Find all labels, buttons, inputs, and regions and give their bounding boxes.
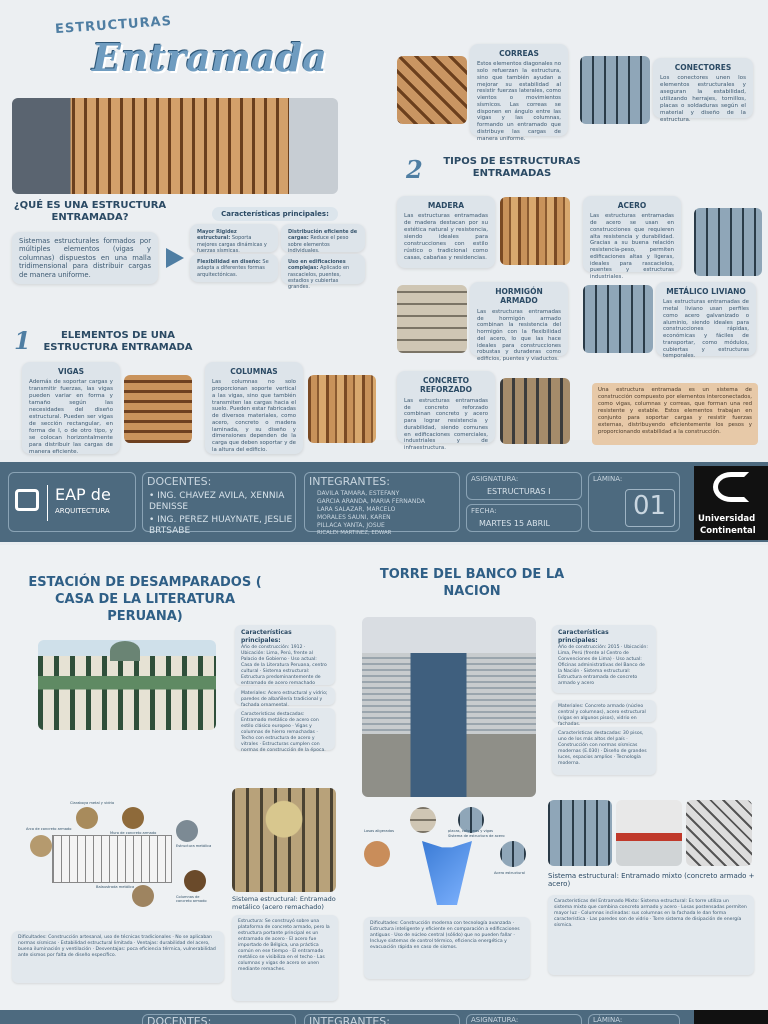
torre-materials-card: [552, 700, 656, 727]
lamina-value: 01: [633, 491, 667, 521]
characteristic-card-3: [190, 254, 278, 282]
label-arco: Arco de concreto armado: [26, 827, 72, 831]
estacion-materials-text: Materiales: Acero estructural y vidrio; paredes de albañilería tradicional y fachada ornamental.: [241, 691, 328, 708]
char2-bold: Distribución eficiente de cargas:: [288, 229, 358, 242]
torre-title: TORRE DEL BANCO DE LA NACION: [379, 567, 565, 599]
docente-2: • ING. PEREZ HUAYNATE, JESLIE BRTSABE: [149, 515, 293, 536]
vigas-image: [124, 375, 192, 443]
docentes-label: DOCENTES:: [147, 475, 212, 488]
label-balaustrada: Balaustrada metálica: [96, 885, 135, 889]
estacion-difficulties-card: [12, 931, 224, 983]
char3-bold: Flexibilidad en diseño:: [197, 259, 261, 265]
label-claraboya: Claraboya metal y vidrio: [70, 801, 115, 805]
asignatura-box: [466, 472, 582, 500]
footer2-asignatura-box: [466, 1014, 582, 1024]
columnas-text: Las columnas no solo proporcionan soporte vertical a las vigas, sino que también transmiten las cargas hacia el suelo. Pueden estar fabricadas de diversos materiales, como acero, concreto o madera laminada, y su diseño y dimensiones dependen de la carga que deben soportar y de la altura del edificio.: [212, 379, 296, 453]
footer2-integrantes-box: [304, 1014, 460, 1024]
diagram-thumb-6: [132, 885, 154, 907]
estacion-features-card: [235, 708, 335, 753]
section-2-title: TIPOS DE ESTRUCTURAS ENTRAMADAS: [443, 156, 581, 179]
integrante-2: GARCIA ARANDA, MARIA FERNANDA: [317, 498, 425, 505]
acero-text: Las estructuras entramadas de acero se usan en construcciones que requieren alta resistencia y durabilidad. Gracias a su buena relación resistencia-peso, permiten edificaciones altas y ligeras, ideales para rascacielos, puentes y estructuras industriales.: [590, 213, 674, 281]
char3-text: Se adapta a diferentes formas arquitectónicas.: [197, 259, 269, 278]
eap-logo-box: [8, 472, 136, 532]
diagram-thumb-5: [184, 870, 206, 892]
columnas-image: [308, 375, 376, 443]
torre-interior-image-2: [616, 800, 682, 866]
columnas-title: COLUMNAS: [230, 367, 278, 376]
asignatura-label: ASIGNATURA:: [471, 475, 519, 483]
torre-diagram-shape: [422, 841, 472, 905]
torre-char-title: Características principales:: [558, 629, 609, 644]
estacion-difficulties-text: Dificultades: Construcción artesanal, uso de técnicas tradicionales · No se aplicaban normas sísmicas · Estabilidad estructural limitada · Ventajas: durabilidad del acero, buena iluminación y ventilación · Desventajas: poca eficiencia térmica, vulnerabilidad ante sismos por falta de diseño específico.: [18, 935, 216, 958]
madera-title: MADERA: [427, 201, 465, 210]
section-1-number: 1: [14, 326, 31, 355]
asignatura-value: ESTRUCTURAS I: [487, 487, 551, 496]
estacion-interior-image: [232, 788, 336, 892]
integrante-1: DAVILA TAMARA, ESTEFANY: [317, 490, 400, 497]
torre-features-text: Características destacadas: 30 pisos, uno de los más altos del país · Construcción con normas sísmicas modernas (E.030) · Diseño de grandes luces, espacios amplios · Tecnología moderna.: [558, 731, 647, 766]
madera-text: Las estructuras entramadas de madera destacan por su estética natural y resistencia, siendo ideales para construcciones con estilo rústico o tradicional como casas, cabañas y residencias.: [404, 213, 488, 262]
footer2-university-logo: [694, 1010, 768, 1024]
definition-text: Sistemas estructurales formados por múltiples elementos (vigas y columnas) dispuestos en una malla tridimensional para distribuir cargas de manera uniforme.: [19, 237, 151, 279]
docentes-box: [142, 472, 296, 536]
correas-title: CORREAS: [499, 49, 539, 58]
docente-1: • ING. CHAVEZ AVILA, XENNIA DENISSE: [149, 491, 285, 512]
footer2-lamina-box: [588, 1014, 680, 1024]
estacion-struct-text: Estructura: Se construyó sobre una plataforma de concreto armado, pero la estructura portante principal es un entramado de acero · El acero fue importado de Bélgica, una práctica común en ese tiempo · El entramado metálico se visibiliza en el techo · Las columnas y vigas de acero se unen mediante remaches.: [238, 919, 330, 972]
integrantes-box: [304, 472, 460, 536]
estacion-char-title: Características principales:: [241, 629, 292, 644]
eap-divider: [47, 485, 48, 521]
hormigon-title: HORMIGÓN ARMADO: [495, 287, 543, 306]
footer2-integrantes-label: INTEGRANTES:: [309, 1015, 390, 1024]
correas-image: [397, 56, 467, 124]
lamina-label: LÁMINA:: [593, 475, 623, 483]
estacion-features-text: Características destacadas: Entramado metálico de acero con estilo clásico europeo · Vigas y columnas de hierro remachadas · Techo con estructura de acero y vitrales · Estructuras cumplen con normas de construcción de la época.: [241, 712, 326, 753]
diagram-thumb-4: [30, 835, 52, 857]
label-muro: Muro de concreto armado: [110, 831, 157, 835]
characteristic-card-1: [190, 224, 278, 252]
university-name-2: Continental: [700, 526, 756, 536]
eap-logo-icon: [15, 489, 39, 511]
concreto-text: Las estructuras entramadas de concreto reforzado combinan concreto y acero para lograr resistencia y durabilidad, siendo comunes en edificaciones comerciales, industriales y de infraestructura.: [404, 397, 488, 451]
torre-thumb-1: [410, 807, 436, 833]
label-estructura: Estructura metálica: [176, 844, 212, 848]
metalico-image: [583, 285, 653, 353]
madera-image: [500, 197, 570, 265]
summary-text: Una estructura entramada es un sistema de construcción compuesto por elementos interconectados, como vigas, columnas y correas, que forman una red resistente y estable. Estos elementos trabajan en conjunto para soportar cargas y resistir fuerzas externas, distribuyendo eficientemente los pesos y proporcionando estabilidad a la construcción.: [598, 387, 752, 436]
torre-difficulties-text: Dificultades: Construcción moderna con tecnología avanzada · Estructura inteligente y eficiente en comparación a edificaciones antiguas · Uso de núcleo central (sólido) que no pueden fallar · Incluye sistemas de control térmico, eficiencia energética y evacuación rápida en caso de sismos.: [370, 921, 520, 950]
torre-thumb-4: [500, 841, 526, 867]
metalico-title: METÁLICO LIVIANO: [666, 287, 746, 296]
footer-2: [0, 1010, 768, 1024]
section-1-title: ELEMENTOS DE UNA ESTRUCTURA ENTRAMADA: [43, 330, 193, 353]
conectores-image: [580, 56, 650, 124]
integrantes-label: INTEGRANTES:: [309, 475, 390, 488]
title-big: Entramada: [92, 35, 327, 80]
section-2-number: 2: [406, 155, 423, 184]
torre-char-text: Año de construcción: 2015 · Ubicación: Lima, Perú (frente al Centro de Convenciones de Lima) · Uso actual: Oficinas administrativas del Banco de la Nación · Sistema estructural: Estructura entramada de concreto armado y acero: [558, 644, 648, 686]
torre-difficulties-card: [364, 917, 530, 979]
label-placas: placas, columnas y vigas: [448, 829, 494, 833]
title-small: ESTRUCTURAS: [54, 13, 173, 38]
torre-thumb-3: [364, 841, 390, 867]
torre-struct-card: [548, 895, 754, 975]
char1-text: Soporta mejores cargas dinámicas y fuerzas sísmicas.: [197, 235, 267, 254]
madera-card: [397, 196, 495, 268]
vigas-text: Además de soportar cargas y transmitir fuerzas, las vigas pueden variar en forma y tamaño según las necesidades del diseño estructural. Pueden ser vigas de sección rectangular, en forma de I, o de otro tipo, y se colocan horizontalmente para distribuir las cargas de manera eficiente.: [29, 379, 113, 456]
estacion-dome: [110, 641, 140, 661]
acero-card: [583, 196, 681, 281]
estacion-char-text: Año de construcción: 1912 · Ubicación: Lima, Perú, frente al Palacio de Gobierno · Uso actual: Casa de la Literatura Peruana, centro cultural · Sistema estructural: Estructura predominantemente de entramado de acero remachado: [241, 644, 327, 686]
label-sistema: Sistema de estructura de acero: [448, 834, 505, 838]
footer2-lamina-label: LÁMINA:: [593, 1016, 623, 1024]
concreto-image: [500, 378, 570, 444]
torre-char-card: [552, 625, 656, 693]
torre-struct-text: Características del Entramado Mixto: Sistema estructural: Es torre utiliza un sistema mixto que combina concreto armado y acero · Losas postensadas permiten mayor luz · Columnas inclinadas: sus columnas en la fachada le dan forma característica · Las paredes son de vidrio · Torre sistema de disipación de energía sísmica.: [554, 899, 747, 928]
correas-card: [470, 44, 568, 142]
acero-image: [694, 208, 762, 276]
torre-building-image: [362, 617, 536, 797]
diagram-thumb-1: [76, 807, 98, 829]
correas-text: Estos elementos diagonales no solo refuerzan la estructura, sino que también ayudan a mejorar su estabilidad al resistir fuerzas laterales, como vientos o movimientos sísmicos. Las correas se disponen en ángulo entre las vigas y las columnas, formando un entramado que distribuye las cargas de manera uniforme.: [477, 61, 561, 142]
vigas-title: VIGAS: [58, 367, 84, 376]
diagram-thumb-2: [122, 807, 144, 829]
continental-logo-icon: [713, 472, 749, 502]
metalico-text: Las estructuras entramadas de metal liviano usan perfiles como acero galvanizado o aluminio, siendo ideales para construcciones rápidas, económicas y fáciles de transportar, como módulos, cubiertas y estructuras temporales.: [663, 299, 749, 360]
footer2-docentes-label: DOCENTES:: [147, 1015, 212, 1024]
char4-bold: Uso en edificaciones complejas:: [288, 259, 346, 272]
char2-text: Reduce el peso sobre elementos individuales.: [288, 235, 349, 254]
fecha-box: [466, 504, 582, 532]
torre-caption: Sistema estructural: Entramado mixto (concreto armado + acero): [548, 872, 755, 888]
torre-features-card: [552, 727, 656, 775]
university-name-1: Universidad: [698, 514, 756, 524]
question-title: ¿QUÉ ES UNA ESTRUCTURA ENTRAMADA?: [13, 200, 167, 223]
university-logo: [694, 466, 768, 540]
integrante-3: LARA SALAZAR, MARCELO: [317, 506, 396, 513]
estacion-diagram: [52, 835, 172, 883]
estacion-struct-card: [232, 915, 338, 1001]
poster-2: [0, 545, 768, 1024]
torre-materials-text: Materiales: Concreto armado (núcleo central y columnas), acero estructural (vigas en algunos pisos), vidrio en fachadas.: [558, 704, 646, 727]
integrante-6: RICALDI MARTINEZ, EDWAR: [317, 530, 392, 536]
estacion-caption: Sistema estructural: Entramado metálico (acero remachado): [232, 895, 336, 911]
hormigon-image: [397, 285, 467, 353]
definition-card: [12, 232, 158, 284]
char4-text: Aplicado en rascacielos, puentes, estadios y cubiertas grandes.: [288, 265, 350, 290]
diagram-thumb-3: [176, 820, 198, 842]
footer2-asignatura-label: ASIGNATURA:: [471, 1016, 519, 1024]
characteristics-title: Características principales:: [212, 207, 338, 221]
footer2-docentes-box: [142, 1014, 296, 1024]
concreto-card: [397, 371, 495, 451]
integrante-4: MORALES SAUNI, KAREN: [317, 514, 391, 521]
eap-text: EAP de: [55, 485, 111, 504]
estacion-materials-card: [235, 687, 335, 708]
fecha-label: FECHA:: [471, 507, 497, 515]
hormigon-card: [470, 282, 568, 362]
label-columnas: Columnas de concreto armado: [176, 895, 207, 903]
arrow-right-icon: [166, 248, 184, 268]
hero-image-wood-frame: [12, 98, 338, 194]
fecha-value: MARTES 15 ABRIL: [479, 519, 550, 528]
torre-interior-image-3: [686, 800, 752, 866]
poster-1: [0, 0, 768, 456]
summary-card: [592, 383, 758, 445]
metalico-card: [656, 282, 756, 360]
hormigon-text: Las estructuras entramadas de hormigón armado combinan la resistencia del hormigón con la flexibilidad del acero, lo que las hace ideales para construcciones robustas y duraderas como edificios, puentes y viaductos.: [477, 308, 561, 362]
footer-1: [0, 462, 768, 542]
characteristic-card-4: [281, 254, 365, 290]
lamina-box: [588, 472, 680, 532]
conectores-title: CONECTORES: [674, 63, 732, 72]
estacion-title: ESTACIÓN DE DESAMPARADOS ( CASA DE LA LITERATURA PERUANA): [28, 575, 262, 624]
label-acero: Acero estructural: [494, 871, 525, 875]
integrante-5: PILLACA YANTA, JOSUE: [317, 522, 385, 529]
vigas-card: [22, 362, 120, 454]
estacion-char-card: [235, 625, 335, 685]
torre-interior-image-1: [548, 800, 612, 866]
label-losas: Losas aligeradas: [364, 829, 394, 833]
concreto-title: CONCRETO REFORZADO: [419, 376, 473, 395]
characteristic-card-2: [281, 224, 365, 252]
acero-title: ACERO: [617, 201, 647, 210]
arq-text: ARQUITECTURA: [55, 507, 110, 515]
conectores-text: Los conectores unen los elementos estructurales y aseguran la estabilidad, utilizando herrajes, tornillos, placas o soldaduras según el material y diseño de la estructura.: [660, 75, 746, 124]
conectores-card: [653, 58, 753, 124]
char1-bold: Mayor Rigidez estructural:: [197, 229, 237, 242]
columnas-card: [205, 362, 303, 454]
